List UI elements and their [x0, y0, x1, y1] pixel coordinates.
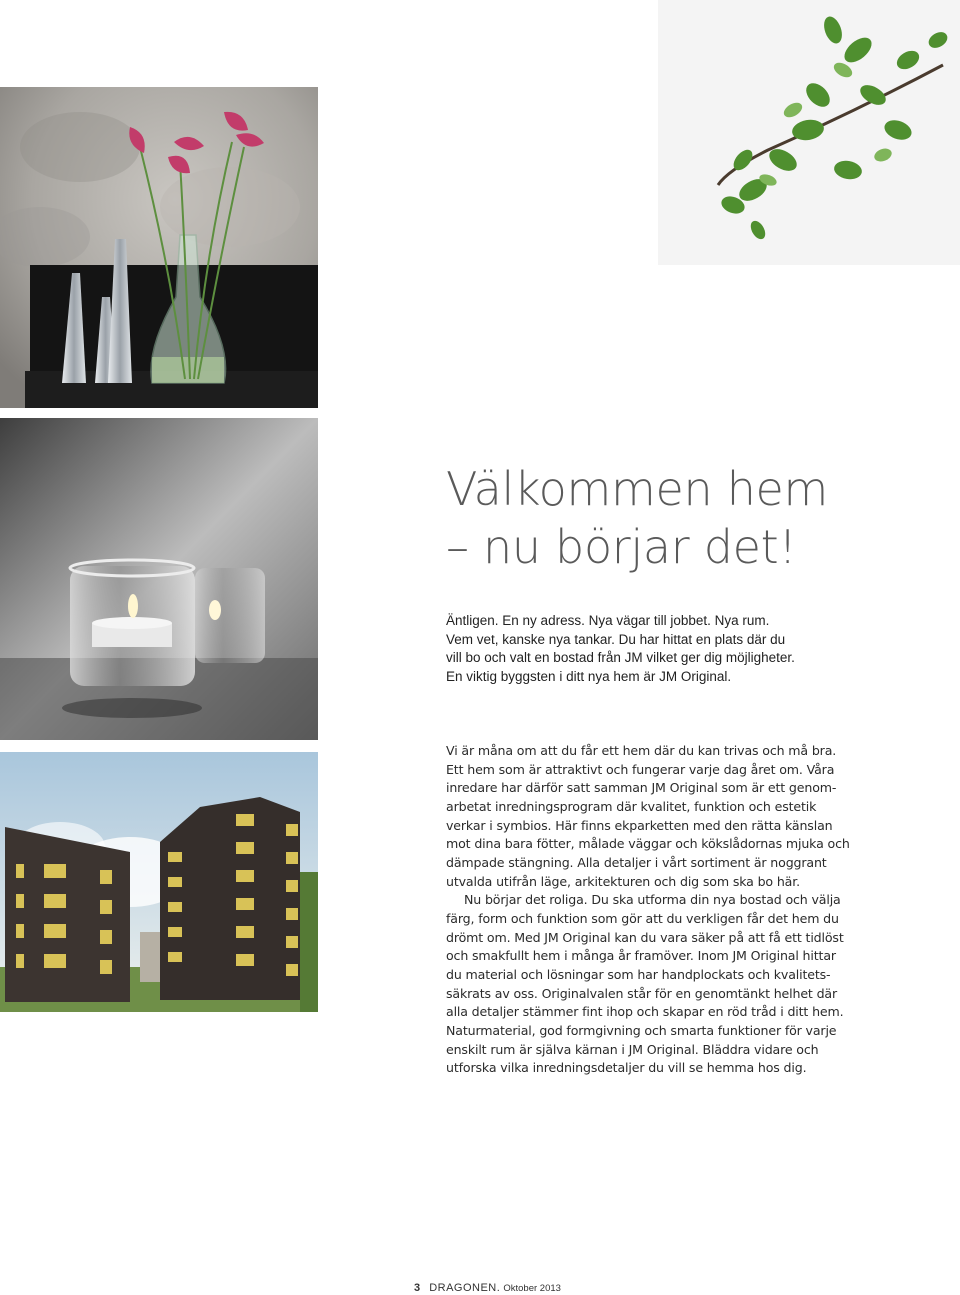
body-line: dämpade stängning. Alla detaljer i vårt sortiment är noggrant	[446, 854, 827, 870]
body-line: och smakfullt hem i många år framöver. Inom JM Original hittar	[446, 948, 836, 964]
page-footer	[414, 1282, 561, 1294]
title-line-1: Välkommen hem	[446, 462, 829, 516]
title-line-2: – nu börjar det!	[446, 520, 797, 574]
lead-line: Vem vet, kanske nya tankar. Du har hittat en plats där du	[446, 631, 786, 647]
body-line: du material och lösningar som har handplockats och kvalitets-	[446, 966, 831, 982]
body-text	[446, 742, 866, 1078]
magazine-brand: DRAGONEN.	[429, 1282, 501, 1294]
lead-paragraph	[446, 612, 886, 686]
page-title	[446, 460, 828, 576]
lead-line: Äntligen. En ny adress. Nya vägar till jobbet. Nya rum.	[446, 613, 770, 628]
issue-date: Oktober 2013	[503, 1283, 561, 1294]
body-line: Ett hem som är attraktivt och fungerar varje dag året om. Våra	[446, 761, 835, 777]
body-line: arbetat inredningsprogram där kvalitet, funktion och estetik	[446, 798, 817, 814]
body-line: drömt om. Med JM Original kan du vara säker på att få ett tidlöst	[446, 929, 844, 945]
lead-line: En viktig byggsten i ditt nya hem är JM Original.	[446, 668, 732, 684]
body-line: verkar i symbios. Här finns ekparketten med den rätta känslan	[446, 817, 833, 833]
body-line: säkrats av oss. Originalvalen står för en genomtänkt helhet där	[446, 985, 838, 1001]
body-line: Nu börjar det roliga. Du ska utforma din nya bostad och välja	[464, 892, 841, 908]
photo-apartment-buildings	[0, 752, 318, 1012]
body-line: mot dina bara fötter, målade väggar och kökslådornas mjuka och	[446, 836, 850, 852]
page-number: 3	[414, 1282, 421, 1294]
body-line: Naturmaterial, god formgivning och smarta funktioner för varje	[446, 1022, 837, 1038]
body-line: Vi är måna om att du får ett hem där du kan trivas och må bra.	[446, 743, 837, 758]
body-line: utforska vilka inredningsdetaljer du vill se hemma hos dig.	[446, 1060, 807, 1076]
body-line: alla detaljer stämmer fint ihop och skapar en röd tråd i ditt hem.	[446, 1004, 844, 1020]
photo-candles	[0, 418, 318, 740]
photo-vases-lilies	[0, 87, 318, 408]
body-line: färg, form och funktion som gör att du verkligen får det hem du	[446, 910, 839, 926]
photo-green-branch	[658, 0, 960, 265]
body-line: enskilt rum är själva kärnan i JM Original. Bläddra vidare och	[446, 1041, 819, 1057]
body-line: utvalda utifrån läge, arkitekturen och dig som ska bo här.	[446, 873, 800, 889]
lead-line: vill bo och valt en bostad från JM vilket ger dig möjligheter.	[446, 650, 795, 665]
body-line: inredare har därför satt samman JM Original som är ett genom-	[446, 780, 837, 796]
